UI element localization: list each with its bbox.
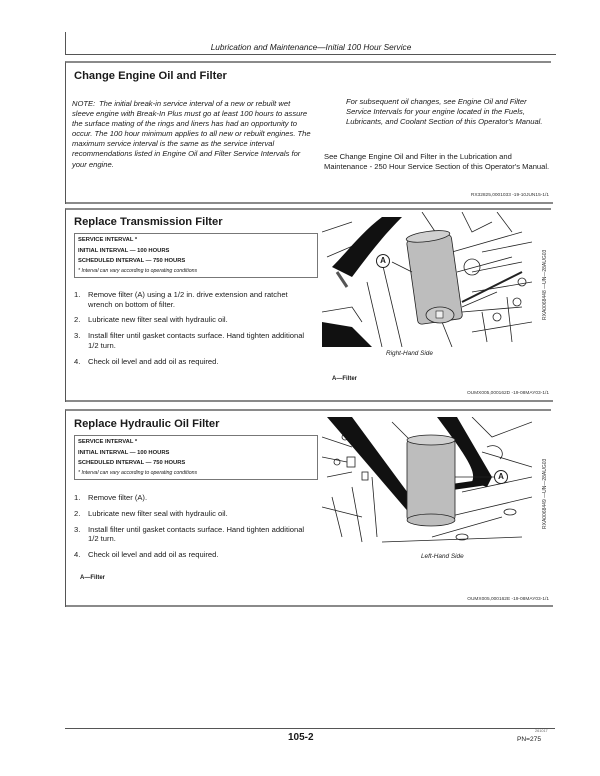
filter-cylinder — [407, 435, 455, 526]
figure-caption: Right-Hand Side — [386, 350, 433, 357]
step-item — [74, 290, 314, 309]
note-body-text: The initial break-in service interval of a new or rebuilt wet sleeve engine with Break-In Plus must go at least 100 hours to assure the surface mating of the rings and liners has had an opportunity to occur. The 100 hour minimum applies to all new or rebuilt engines. The maximum service interval is the same as the service interval recommendations listed in Engine Oil and Filter Service Intervals for your engine. — [72, 99, 311, 169]
callout-a — [494, 470, 508, 484]
figure-legend: A—Filter — [332, 376, 358, 382]
step-number: 4. — [74, 549, 81, 559]
step-item — [74, 509, 314, 519]
figure-id: RXA0068449 —UN—28AUG03 — [542, 458, 548, 529]
step-item — [74, 550, 314, 560]
procedure-steps — [74, 290, 314, 372]
section-change-engine-oil — [65, 61, 551, 204]
step-item — [74, 357, 314, 367]
service-interval-box — [74, 233, 318, 278]
step-item — [74, 493, 314, 503]
step-item — [74, 525, 314, 544]
section-title: Change Engine Oil and Filter — [74, 70, 227, 82]
scheduled-interval: SCHEDULED INTERVAL — 750 HOURS — [78, 258, 186, 264]
footer-rule — [65, 728, 555, 729]
interval-footnote: * Interval can vary according to operating conditions — [78, 469, 198, 476]
filter-cylinder — [406, 228, 463, 324]
note-body — [72, 99, 312, 170]
cross-reference-text: See Change Engine Oil and Filter in the Lubrication and Maintenance - 250 Hour Service Section of this Operator's Manual. — [324, 152, 550, 172]
service-interval-box — [74, 435, 318, 480]
section-replace-hydraulic-oil-filter — [65, 409, 551, 607]
step-text: Install filter until gasket contacts surface. Hand tighten additional 1/2 turn. — [88, 331, 305, 350]
section-divider — [66, 605, 553, 607]
section-title: Replace Transmission Filter — [74, 216, 223, 228]
figure-legend: A—Filter — [80, 575, 106, 581]
step-item — [74, 315, 314, 325]
interval-heading: SERVICE INTERVAL * — [78, 439, 138, 445]
step-text: Check oil level and add oil as required. — [88, 356, 219, 366]
note — [72, 99, 312, 170]
step-number: 1. — [74, 493, 81, 502]
section-title: Replace Hydraulic Oil Filter — [74, 418, 220, 430]
note-lead: NOTE: — [72, 99, 96, 108]
step-number: 3. — [74, 331, 81, 341]
pn-number: PN=275 — [517, 736, 542, 743]
callout-label: A — [498, 472, 504, 481]
procedure-steps — [74, 493, 314, 566]
page-number: 105-2 — [288, 732, 314, 743]
step-number: 2. — [74, 315, 81, 325]
interval-footnote: * Interval can vary according to operating conditions — [78, 267, 198, 274]
engine-line-drawing — [322, 212, 532, 347]
step-text: Lubricate new filter seal with hydraulic oil. — [88, 508, 228, 518]
step-text: Check oil level and add oil as required. — [88, 549, 219, 559]
running-head-text: Lubrication and Maintenance—Initial 100 Hour Service — [210, 42, 412, 52]
running-head — [65, 32, 556, 55]
initial-interval: INITIAL INTERVAL — 100 HOURS — [78, 449, 170, 456]
figure-id: RXA0068448 —UN—28AUG03 — [542, 249, 548, 320]
interval-heading: SERVICE INTERVAL * — [78, 237, 138, 243]
section-divider — [66, 202, 553, 204]
source-reference: OUMX005,000162E -19-08MAY03-1/1 — [467, 597, 549, 602]
step-number: 1. — [74, 290, 81, 299]
step-number: 3. — [74, 524, 81, 534]
engine-line-drawing — [322, 417, 532, 552]
step-text: Install filter until gasket contacts surface. Hand tighten additional 1/2 turn. — [88, 524, 305, 544]
section-replace-transmission-filter — [65, 208, 551, 402]
section-divider — [66, 400, 553, 402]
step-number: 4. — [74, 356, 81, 366]
subsequent-changes-note: For subsequent oil changes, see Engine Oil and Filter Service Intervals for your engine located in the Fuels, Lubricants, and Coolant Section of this Operator's Manual. — [346, 97, 543, 127]
hydraulic-filter-illustration — [322, 417, 532, 552]
initial-interval: INITIAL INTERVAL — 100 HOURS — [78, 247, 170, 254]
step-text: Remove filter (A). — [88, 493, 148, 502]
step-text: Remove filter (A) using a 1/2 in. drive extension and ratchet wrench on bottom of filter. — [88, 290, 288, 309]
callout-a — [376, 254, 390, 268]
step-number: 2. — [74, 508, 81, 518]
transmission-filter-illustration — [322, 212, 532, 347]
source-reference: OUMX005,000162D -19-08MAY03-1/1 — [466, 391, 549, 396]
callout-label: A — [380, 256, 386, 265]
figure-caption: Left-Hand Side — [421, 553, 464, 560]
print-code: 261017 — [535, 729, 548, 733]
step-item — [74, 331, 314, 350]
scheduled-interval: SCHEDULED INTERVAL — 750 HOURS — [78, 460, 186, 466]
source-reference: RX32825,0001033 -19-10JUN15-1/1 — [470, 193, 549, 198]
step-text: Lubricate new filter seal with hydraulic oil. — [88, 315, 228, 325]
